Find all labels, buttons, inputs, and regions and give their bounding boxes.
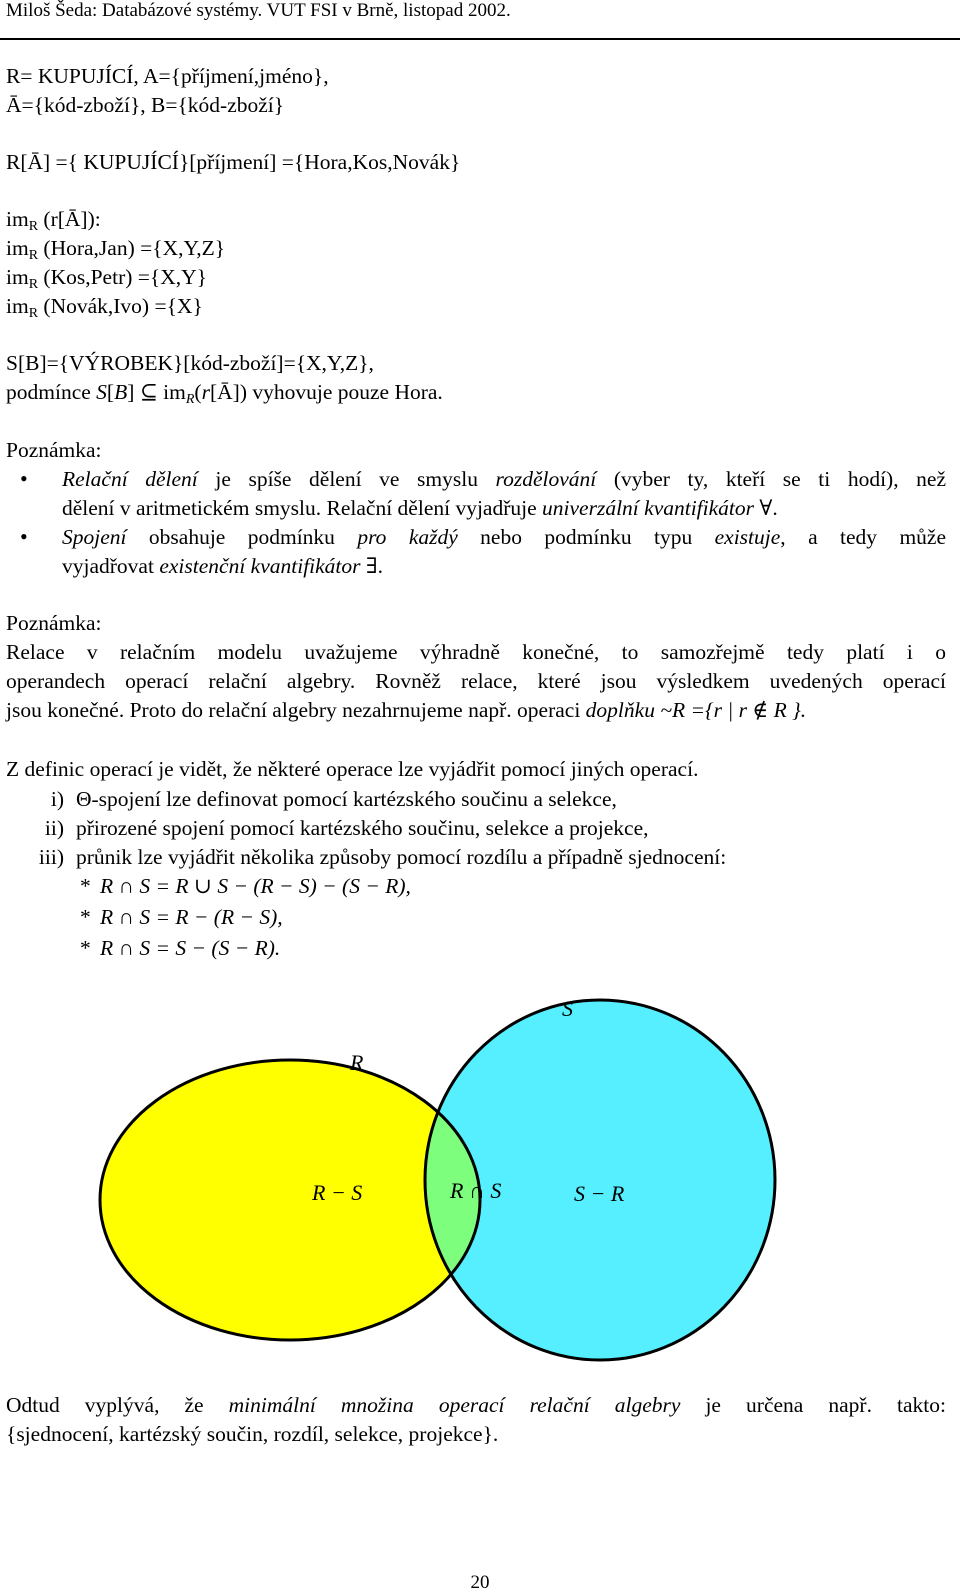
defs-item-2: ii) přirozené spojení pomocí kartézského součinu, selekce a projekce, [44,816,649,840]
note1-title: Poznámka: [6,438,102,462]
set-r-ellipse [100,1060,480,1340]
s-b-definition: S[B]={VÝROBEK}[kód-zboží]={X,Y,Z}, [6,351,374,375]
image-set-novak: $im_R$ (Novák,Ivo) ={X} [6,294,203,321]
page-number: 20 [470,1572,490,1593]
defs-intro: Z definic operací je vidět, že některé operace lze vyjádřit pomocí jiných operací. [6,757,699,781]
note1-bullet1-line2: dělení v aritmetickém smyslu. Relační dělení vyjadřuje univerzální kvantifikátor ∀. [62,496,778,520]
formula-1: * R ∩ S = R ∪ S − (R − S) − (S − R), [80,874,411,898]
venn-diagram [0,990,960,1390]
region-r-minus-s: R − S [312,1180,363,1205]
note2-line1: Relace v relačním modelu uvažujeme výhradně konečné, to samozřejmě tedy platí i o [6,640,946,664]
conclusion-line2: {sjednocení, kartézský součin, rozdíl, selekce, projekce}. [6,1422,499,1446]
label-r: R [350,1050,364,1075]
defs-item-1: i) Θ-spojení lze definovat pomocí kartézského součinu a selekce, [50,787,617,811]
definition-r-a: R= KUPUJÍCÍ, A={příjmení,jméno}, [6,64,329,88]
note2-line2: operandech operací relační algebry. Rovněž relace, které jsou výsledkem uvedených operací [6,669,946,693]
note2-title: Poznámka: [6,611,102,635]
note2-line3: jsou konečné. Proto do relační algebry nezahrnujeme např. operaci doplňku ~R ={r | r ∉ R }. [6,698,807,722]
image-set-kos: $im_R$ (Kos,Petr) ={X,Y} [6,265,207,292]
defs-item-3: iii) průnik lze vyjádřit několika způsoby pomocí rozdílu a případně sjednocení: [38,845,727,869]
header-rule [0,38,960,40]
bullet-icon: • [20,524,28,549]
image-set-hora: $im_R$ (Hora,Jan) ={X,Y,Z} [6,236,226,263]
condition-line: podmínce S[B] ⊆ $im_R(r[Ā])$ vyhovuje pouze Hora. [6,380,443,407]
note1-bullet1-line1: Relační dělení je spíše dělení ve smyslu rozdělování (vyber ty, kteří se ti hodí), než [62,467,946,491]
formula-3: * R ∩ S = S − (S − R). [80,936,281,960]
page-header: Miloš Šeda: Databázové systémy. VUT FSI v Brně, listopad 2002. [6,0,511,21]
region-intersection: R ∩ S [450,1178,502,1203]
conclusion-line1: Odtud vyplývá, že minimální množina operací relační algebry je určena např. takto: [6,1393,946,1417]
label-s: S [562,996,573,1021]
formula-2: * R ∩ S = R − (R − S), [80,905,283,929]
projection-line: R[Ā] ={ KUPUJÍCÍ}[příjmení] ={Hora,Kos,Novák} [6,150,461,174]
definition-abar-b: Ā={kód-zboží}, B={kód-zboží} [6,93,285,117]
note1-bullet2-line1: Spojení obsahuje podmínku pro každý nebo podmínku typu existuje, a tedy může [62,525,947,549]
note1-bullet2-line2: vyjadřovat existenční kvantifikátor ∃. [62,554,383,578]
region-s-minus-r: S − R [574,1181,625,1206]
bullet-icon: • [20,466,28,491]
image-set-heading: $im_R$ (r[Ā]): [6,207,101,234]
